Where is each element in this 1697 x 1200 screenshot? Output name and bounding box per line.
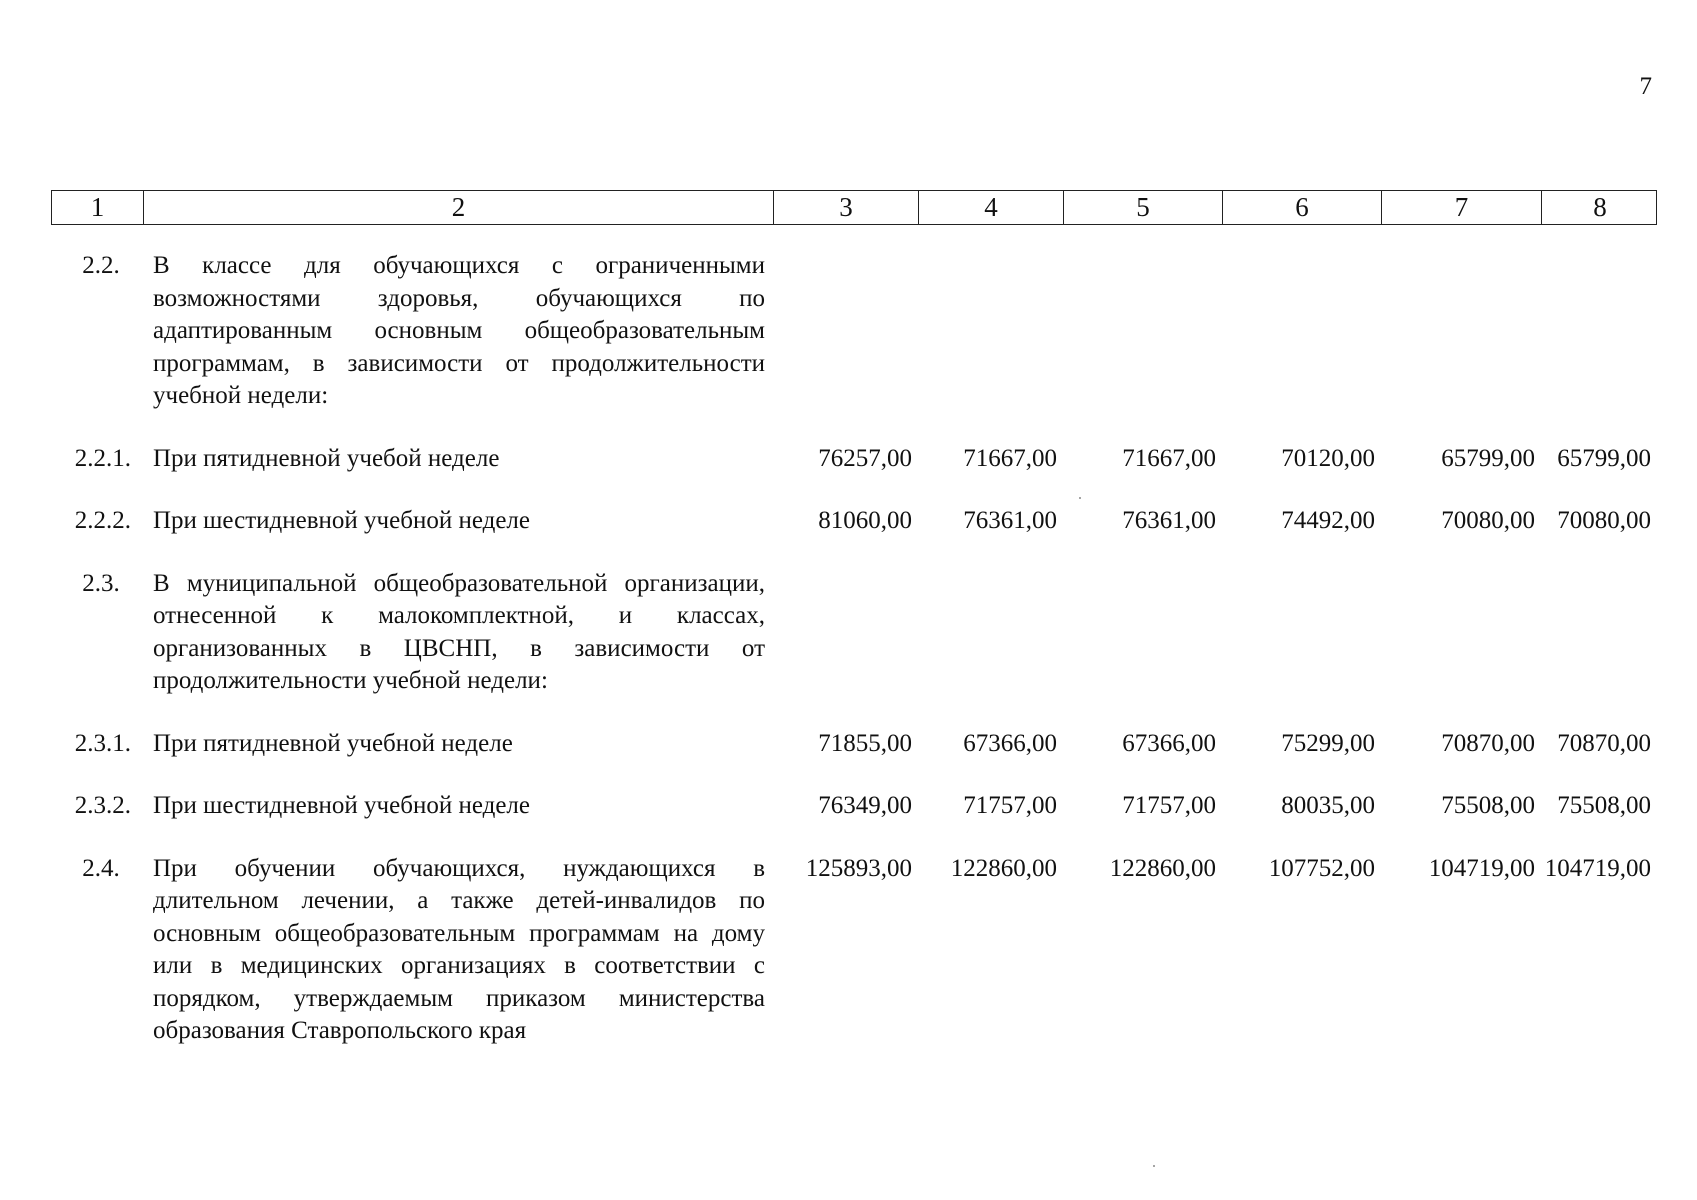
row-description: В муниципальной общеобразовательной организации, отнесенной к малокомплектной, и классах, организованных в ЦВСНП, в зависимости от продолжительности учебной недели: (153, 569, 765, 694)
value-col-3: 71855,00 (818, 729, 912, 757)
value-col-6: 74492,00 (1281, 507, 1375, 534)
value-col-3 (773, 568, 918, 698)
value-col-3: 81060,00 (818, 507, 912, 534)
header-cell-2: 2 (144, 191, 774, 224)
value-col-8: 75508,00 (1557, 792, 1651, 819)
header-cell-1: 1 (52, 191, 144, 224)
value-col-3: 76257,00 (818, 444, 912, 472)
value-col-5 (1063, 250, 1222, 413)
row-description: При шестидневной учебной неделе (153, 792, 530, 819)
value-col-4: 71667,00 (963, 444, 1057, 472)
table-row (51, 853, 1657, 1048)
table-header (51, 190, 1657, 225)
value-col-7 (1381, 568, 1541, 698)
value-col-6: 75299,00 (1281, 729, 1375, 757)
value-col-5: 67366,00 (1122, 729, 1216, 757)
value-col-7: 65799,00 (1441, 444, 1535, 472)
header-cell-7: 7 (1382, 191, 1542, 224)
value-col-4: 71757,00 (963, 792, 1057, 819)
value-col-4 (918, 568, 1063, 698)
table-row (51, 443, 1657, 476)
header-cell-8: 8 (1593, 192, 1607, 222)
value-col-3: 76349,00 (818, 792, 912, 819)
value-col-5: 76361,00 (1122, 507, 1216, 534)
row-number: 2.2.2. (74, 507, 131, 534)
row-number: 2.3.2. (74, 792, 131, 819)
row-description: При пятидневной учебной неделе (153, 729, 513, 757)
header-cell-3: 3 (774, 191, 919, 224)
value-col-4: 76361,00 (963, 507, 1057, 534)
value-col-7: 104719,00 (1428, 854, 1535, 882)
page-number: 7 (1639, 73, 1652, 100)
value-col-3 (773, 250, 918, 413)
value-col-8 (1541, 568, 1657, 698)
value-col-6 (1222, 250, 1381, 413)
scan-speck (1079, 497, 1081, 499)
table-row (51, 568, 1657, 698)
value-col-8 (1541, 250, 1657, 413)
value-col-3: 125893,00 (805, 854, 912, 882)
value-col-7 (1381, 250, 1541, 413)
row-number: 2.3. (82, 569, 120, 597)
value-col-6: 107752,00 (1268, 854, 1375, 882)
value-col-7: 70080,00 (1441, 507, 1535, 534)
value-col-5: 71757,00 (1122, 792, 1216, 819)
value-col-8: 70080,00 (1557, 507, 1651, 534)
header-cell-6: 6 (1223, 191, 1382, 224)
row-number: 2.2. (82, 252, 120, 279)
value-col-8: 104719,00 (1544, 854, 1651, 882)
scan-speck (1153, 1165, 1155, 1167)
value-col-6 (1222, 568, 1381, 698)
value-col-5 (1063, 568, 1222, 698)
value-col-6: 80035,00 (1281, 792, 1375, 819)
value-col-5: 122860,00 (1109, 854, 1216, 882)
value-col-8: 70870,00 (1557, 729, 1651, 757)
value-col-4 (918, 250, 1063, 413)
row-number: 2.3.1. (74, 729, 131, 757)
value-col-4: 122860,00 (950, 854, 1057, 882)
header-cell-5: 5 (1064, 191, 1223, 224)
row-number: 2.4. (82, 854, 120, 882)
table-body (51, 250, 1657, 1048)
row-description: При шестидневной учебной неделе (153, 507, 530, 534)
header-cell-4: 4 (919, 191, 1064, 224)
value-col-8: 65799,00 (1557, 444, 1651, 472)
value-col-4: 67366,00 (963, 729, 1057, 757)
row-description: В классе для обучающихся с ограниченными возможностями здоровья, обучающихся по адаптированным основным общеобразовательным программам, в зависимости от продолжительности учебной недели: (153, 252, 765, 409)
row-description: При обучении обучающихся, нуждающихся в длительном лечении, а также детей-инвалидов по основным общеобразовательным программам на дому или в медицинских организациях в соответствии с порядком, утверждаемым приказом министерства образования Ставропольского края (153, 854, 765, 1044)
value-col-7: 75508,00 (1441, 792, 1535, 819)
row-description: При пятидневной учебой неделе (153, 444, 500, 472)
value-col-6: 70120,00 (1281, 444, 1375, 472)
value-col-5: 71667,00 (1122, 444, 1216, 472)
value-col-7: 70870,00 (1441, 729, 1535, 757)
row-number: 2.2.1. (74, 444, 131, 472)
table-row (51, 790, 1657, 823)
table-row (51, 728, 1657, 761)
table-row (51, 250, 1657, 413)
table-row (51, 505, 1657, 538)
